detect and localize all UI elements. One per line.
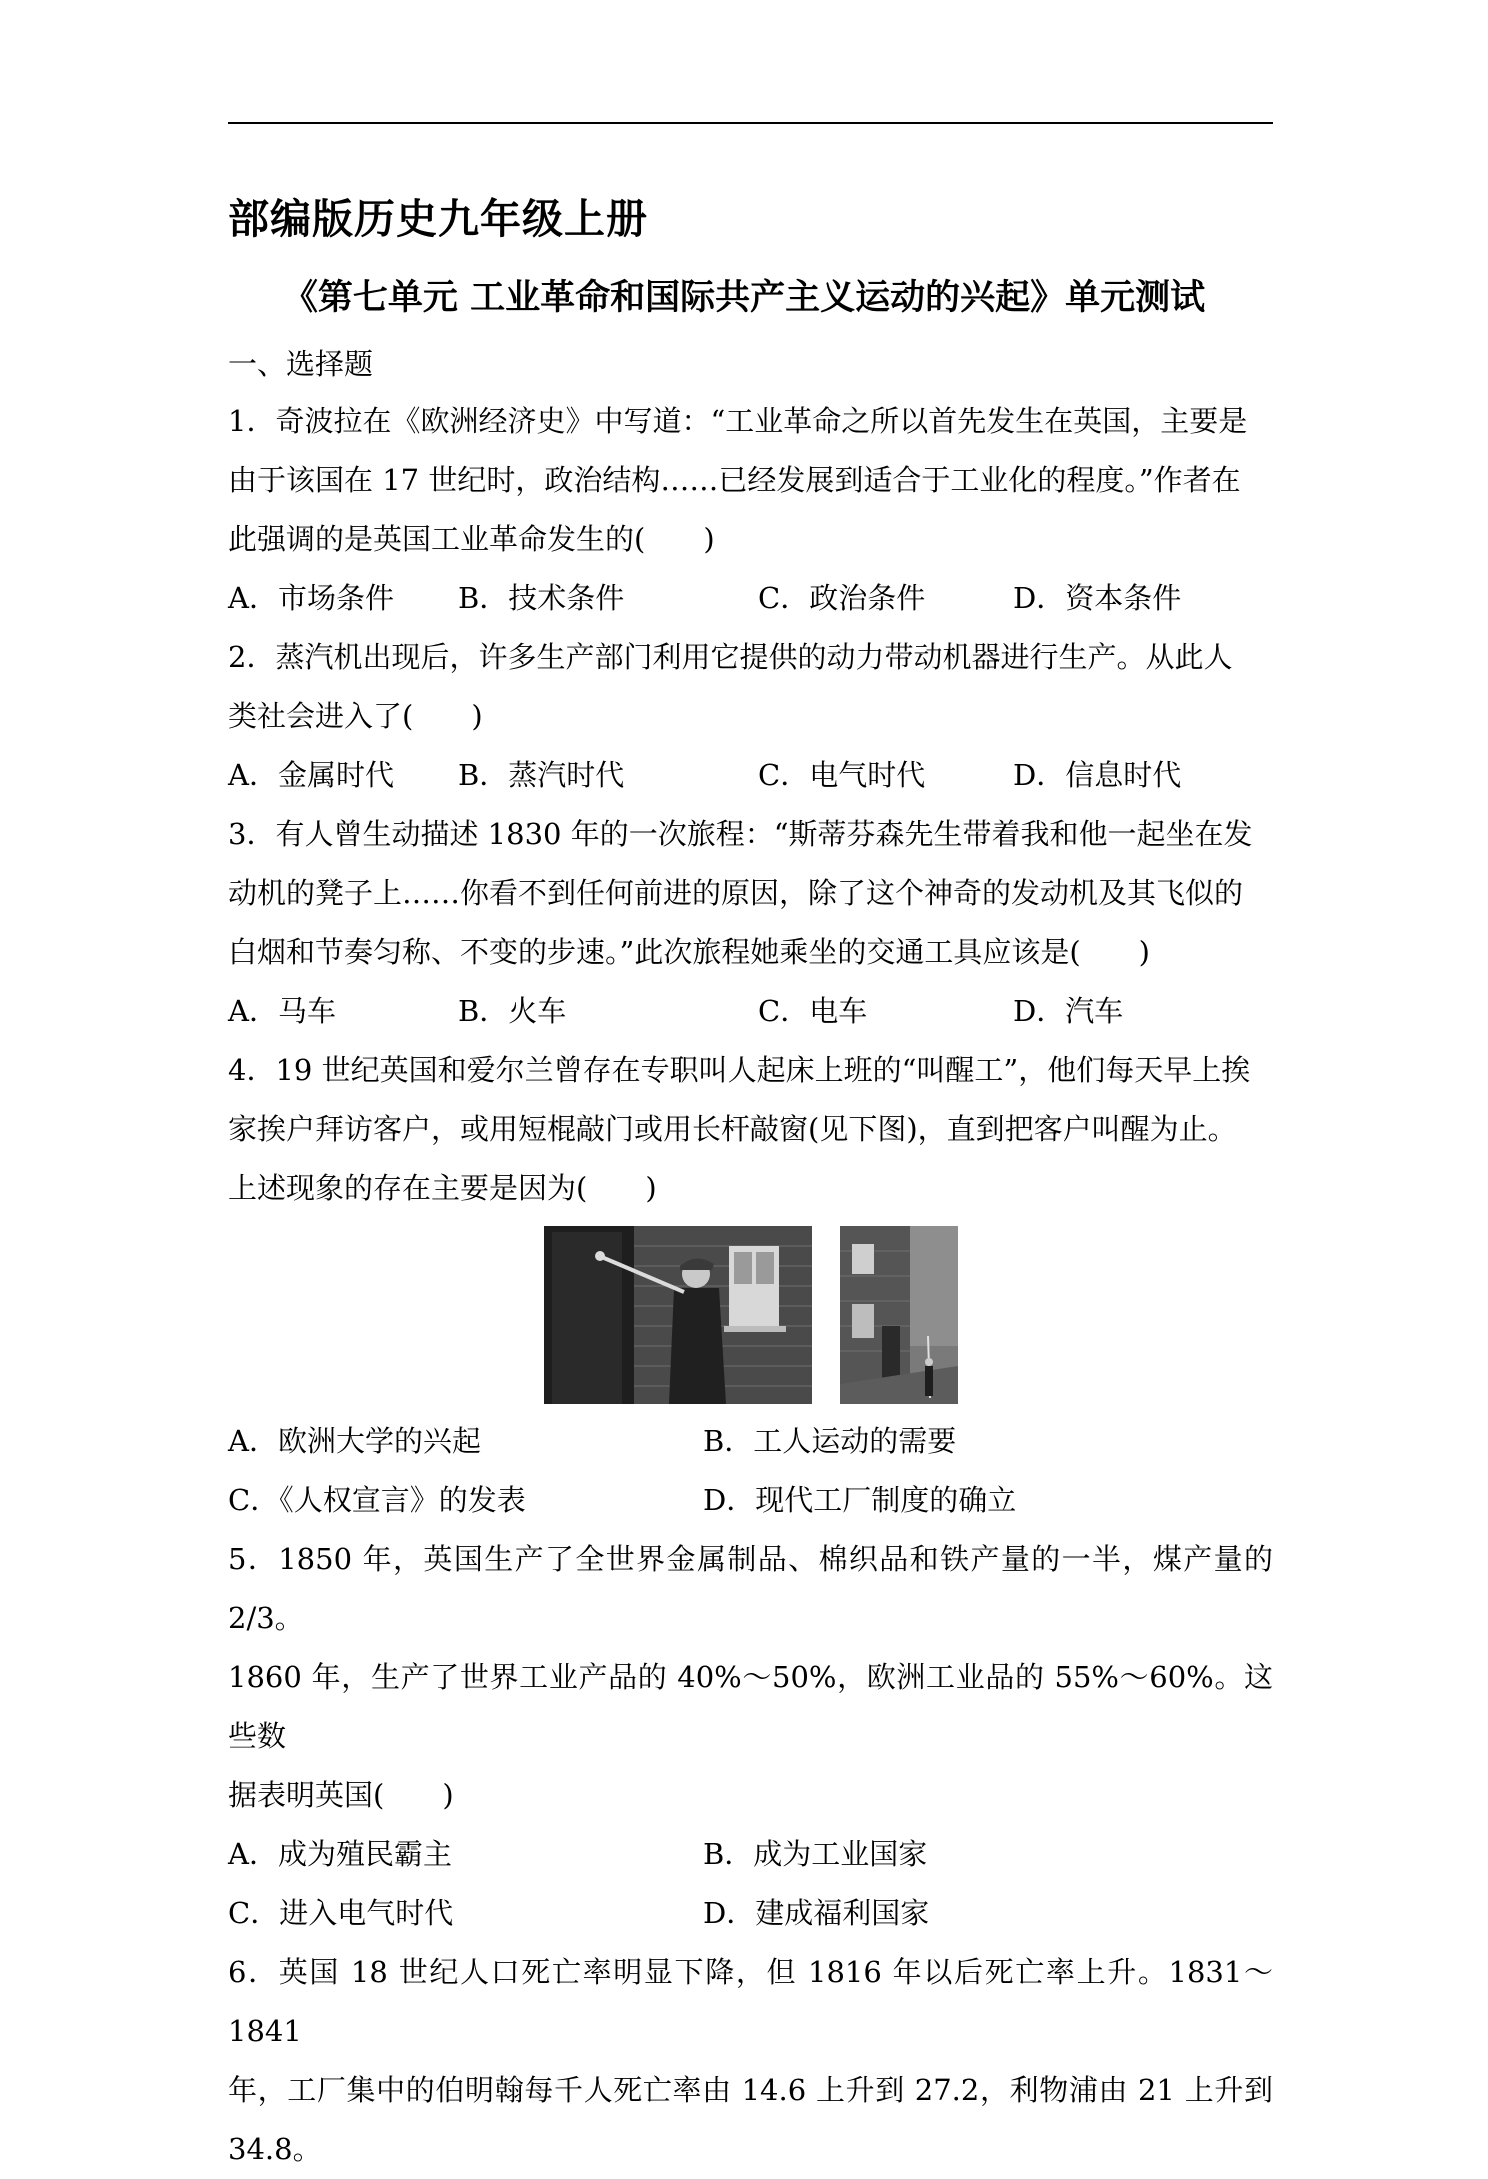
question-2: [228, 628, 1273, 805]
question-line: 2．蒸汽机出现后，许多生产部门利用它提供的动力带动机器进行生产。从此人: [228, 640, 1233, 674]
question-line: 白烟和节奏匀称、不变的步速。”此次旅程她乘坐的交通工具应该是( ): [228, 935, 1150, 969]
option-d[interactable]: D．汽车: [1013, 994, 1124, 1028]
option-c[interactable]: C．电气时代: [758, 758, 926, 792]
question-line: 家挨户拜访客户，或用短棍敲门或用长杆敲窗(见下图)，直到把客户叫醒为止。: [228, 1112, 1237, 1146]
header-rule: [228, 122, 1273, 124]
question-line: 5．1850 年，英国生产了全世界金属制品、棉织品和铁产量的一半，煤产量的 2/3。: [228, 1542, 1273, 1635]
option-d[interactable]: D．资本条件: [1013, 581, 1182, 615]
question-line: 据表明英国( ): [228, 1778, 454, 1812]
option-row: [228, 569, 1273, 628]
question-line: 4．19 世纪英国和爱尔兰曾存在专职叫人起床上班的“叫醒工”，他们每天早上挨: [228, 1053, 1251, 1087]
option-b[interactable]: B．工人运动的需要: [703, 1424, 957, 1458]
question-list: [228, 392, 1273, 2179]
street-photo: [840, 1226, 958, 1404]
question-line: 由于该国在 17 世纪时，政治结构……已经发展到适合于工业化的程度。”作者在: [228, 463, 1241, 497]
option-b[interactable]: B．成为工业国家: [703, 1837, 928, 1871]
option-row: [228, 1825, 1273, 1884]
question-line: 此强调的是英国工业革命发生的( ): [228, 522, 715, 556]
question-line: 上述现象的存在主要是因为( ): [228, 1171, 657, 1205]
option-row: [228, 982, 1273, 1041]
question-line: 6．英国 18 世纪人口死亡率明显下降，但 1816 年以后死亡率上升。1831～1841: [228, 1955, 1273, 2048]
option-a[interactable]: A．金属时代: [228, 758, 394, 792]
option-b[interactable]: B．火车: [458, 994, 567, 1028]
option-a[interactable]: A．马车: [228, 994, 336, 1028]
option-c[interactable]: C．《人权宣言》的发表: [228, 1483, 526, 1517]
option-row: [228, 1471, 1273, 1530]
option-b[interactable]: B．蒸汽时代: [458, 758, 625, 792]
option-a[interactable]: A．欧洲大学的兴起: [228, 1424, 481, 1458]
question-1: [228, 392, 1273, 628]
question-line: 年，工厂集中的伯明翰每千人死亡率由 14.6 上升到 27.2，利物浦由 21 上升到 34.8。: [228, 2073, 1273, 2166]
option-c[interactable]: C．电车: [758, 994, 868, 1028]
question-line: 1．奇波拉在《欧洲经济史》中写道：“工业革命之所以首先发生在英国，主要是: [228, 404, 1248, 438]
option-a[interactable]: A．市场条件: [228, 581, 394, 615]
question-line: 1860 年，生产了世界工业产品的 40%～50%，欧洲工业品的 55%～60%。这些数: [228, 1660, 1273, 1753]
option-row: [228, 1884, 1273, 1943]
question-6: [228, 1943, 1273, 2179]
option-row: [228, 1412, 1273, 1471]
unit-title: 《第七单元 工业革命和国际共产主义运动的兴起》单元测试: [282, 278, 1206, 318]
question-line: 3．有人曾生动描述 1830 年的一次旅程：“斯蒂芬森先生带着我和他一起坐在发: [228, 817, 1253, 851]
knocker-up-photo: [544, 1226, 812, 1404]
option-d[interactable]: D．建成福利国家: [703, 1896, 930, 1930]
page-title: 部编版历史九年级上册: [228, 195, 648, 243]
option-a[interactable]: A．成为殖民霸主: [228, 1837, 452, 1871]
question-figure: [228, 1226, 1273, 1412]
question-4: [228, 1041, 1273, 1530]
option-d[interactable]: D．信息时代: [1013, 758, 1182, 792]
option-c[interactable]: C．进入电气时代: [228, 1896, 454, 1930]
option-row: [228, 746, 1273, 805]
question-line: 类社会进入了( ): [228, 699, 483, 733]
question-3: [228, 805, 1273, 1041]
option-d[interactable]: D．现代工厂制度的确立: [703, 1483, 1017, 1517]
option-b[interactable]: B．技术条件: [458, 581, 625, 615]
section-label: 一、选择题: [228, 347, 374, 381]
question-5: [228, 1530, 1273, 1943]
option-c[interactable]: C．政治条件: [758, 581, 926, 615]
question-line: 动机的凳子上……你看不到任何前进的原因，除了这个神奇的发动机及其飞似的: [228, 876, 1244, 910]
